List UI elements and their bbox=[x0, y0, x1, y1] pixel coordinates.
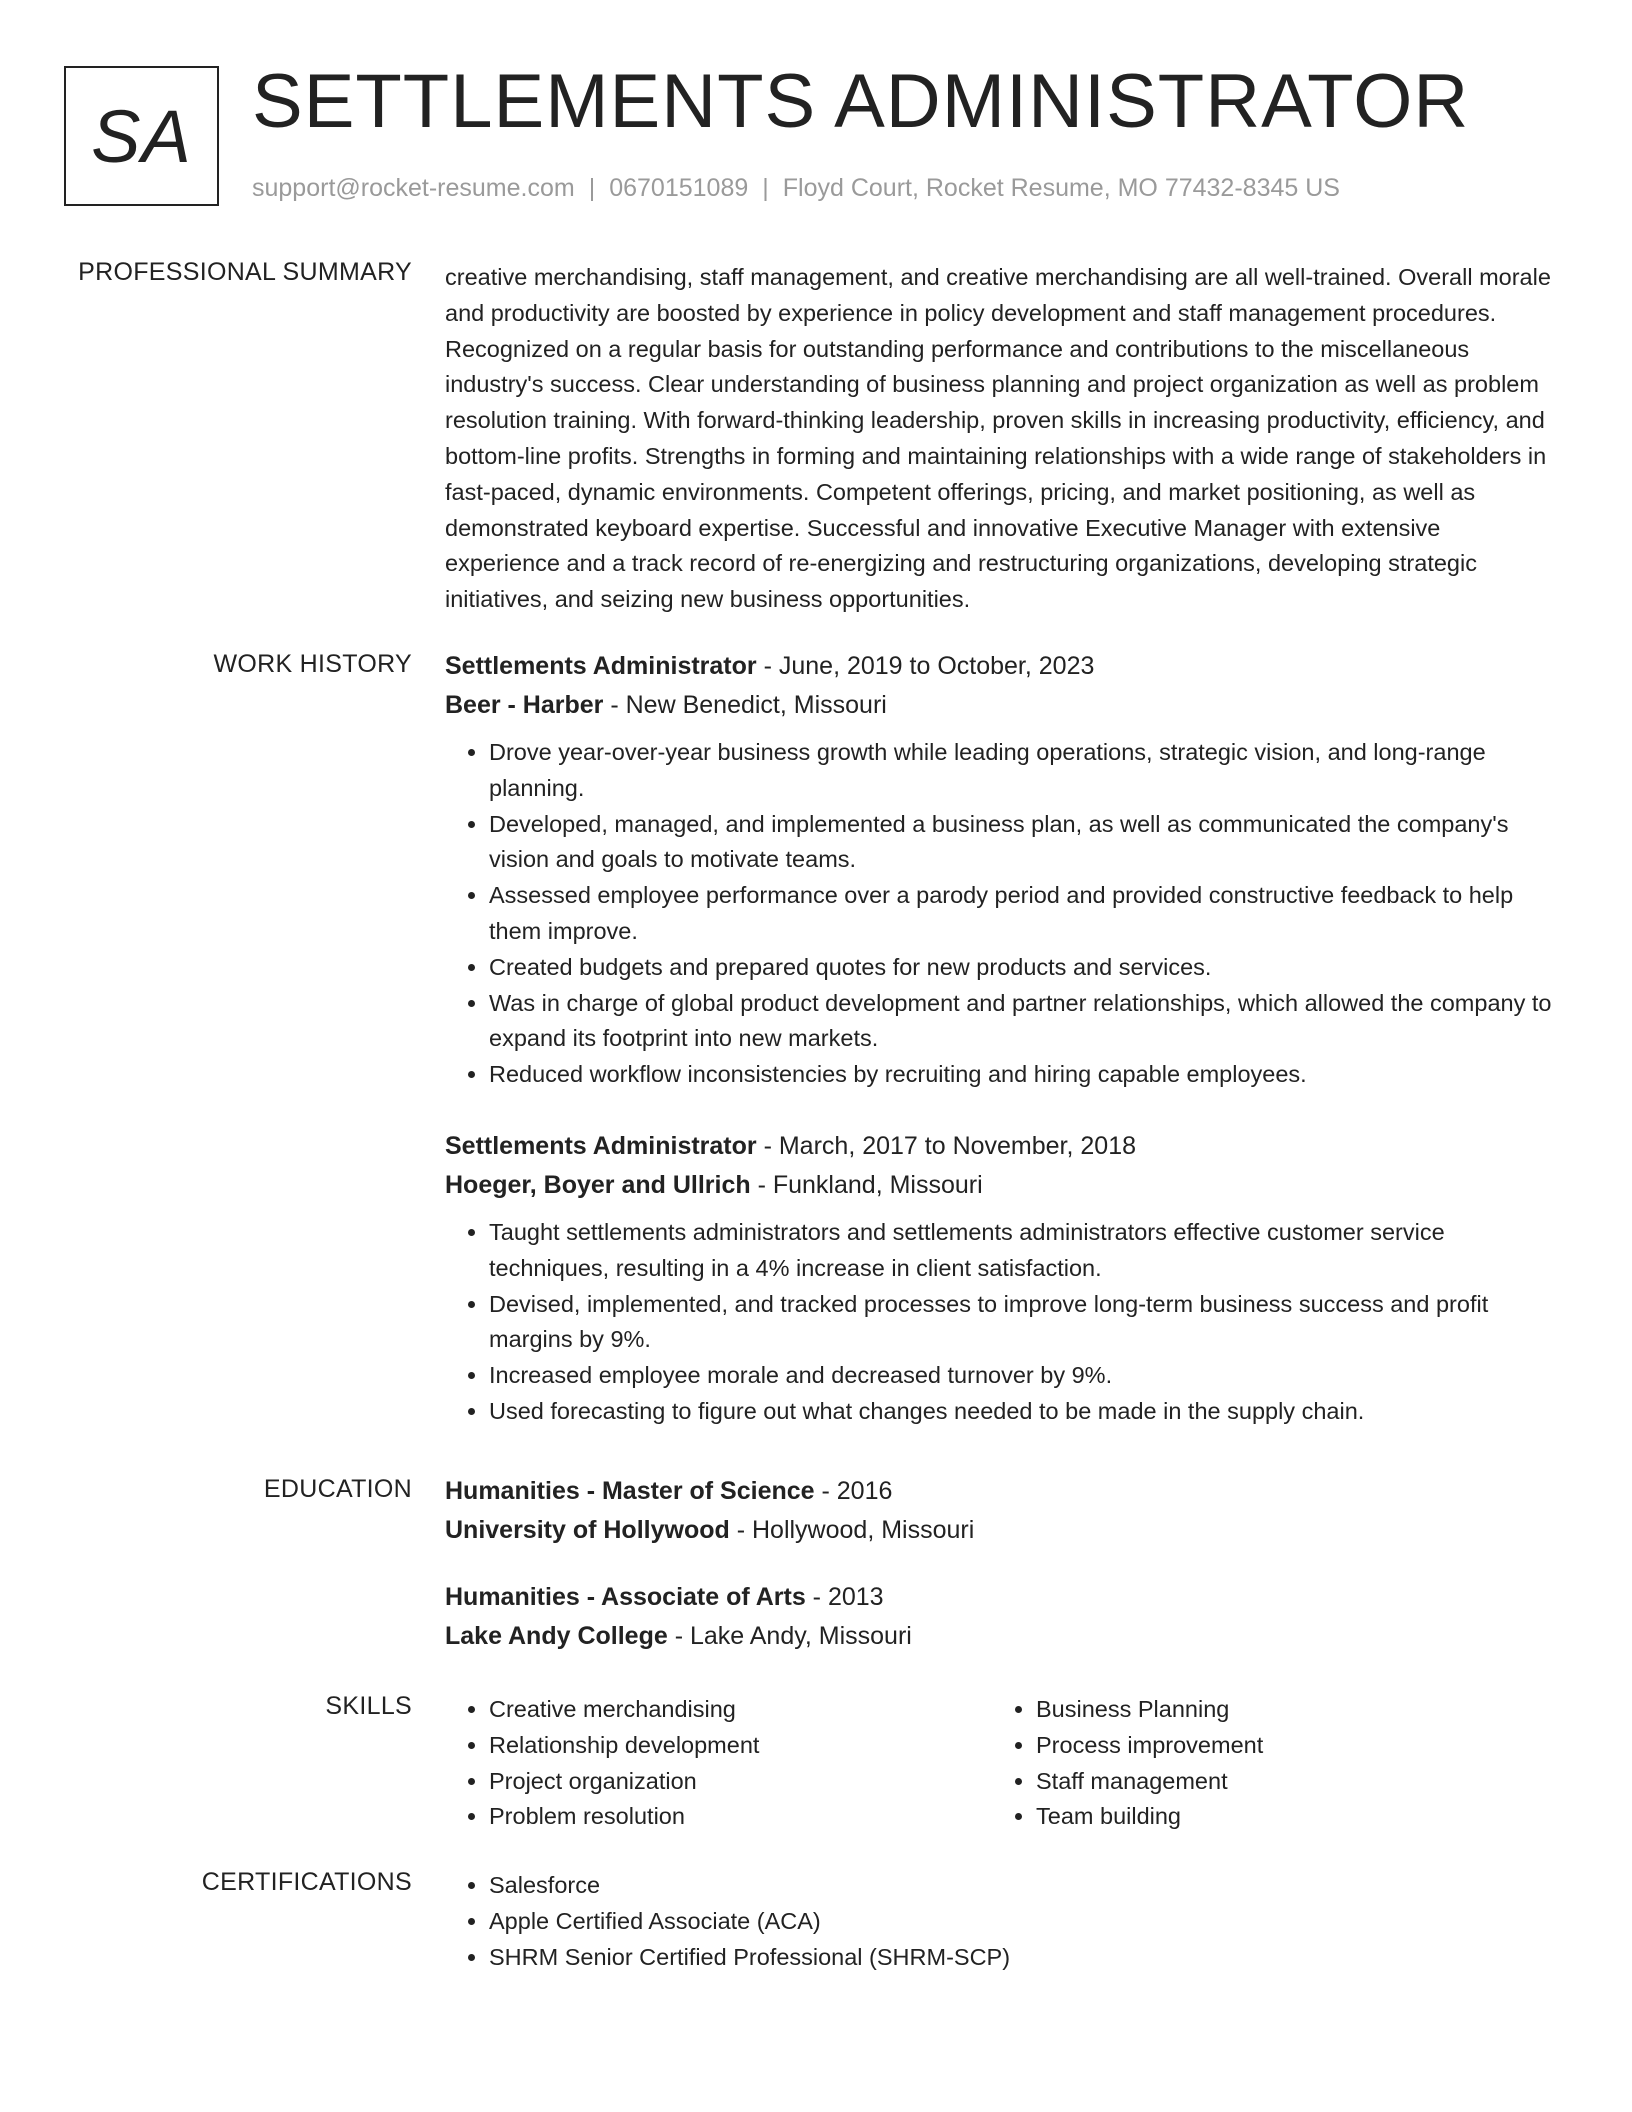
job-title: Settlements Administrator bbox=[445, 652, 757, 680]
education-entry bbox=[445, 1472, 1560, 1550]
education-year: - 2013 bbox=[805, 1583, 884, 1611]
summary-text: creative merchandising, staff management, and creative merchandising are all well-trained. Overall morale and productivity are boosted by experience in policy development and staff management procedures. Recognized on a regular basis for outstanding performance and contributions to the miscellaneous industry's success. Clear understanding of business planning and project organization as well as problem resolution training. With forward-thinking leadership, proven skills in increasing productivity, efficiency, and bottom-line profits. Strengths in forming and maintaining relationships with a wide range of stakeholders in fast-paced, dynamic environments. Competent offerings, pricing, and market positioning, as well as demonstrated keyboard expertise. Successful and innovative Executive Manager with extensive experience and a track record of re-energizing and restructuring organizations, developing strategic initiatives, and seizing new business opportunities. bbox=[445, 264, 1551, 613]
contact-line bbox=[252, 174, 1340, 203]
job-company-line bbox=[445, 686, 1560, 725]
job-company-line bbox=[445, 1166, 1560, 1205]
skill-item: • Project organization bbox=[489, 1764, 992, 1800]
certification-list bbox=[445, 1868, 1560, 1975]
job-company: Hoeger, Boyer and Ullrich bbox=[445, 1170, 751, 1199]
job-bullet: • Reduced workflow inconsistencies by recruiting and hiring capable employees. bbox=[489, 1057, 1560, 1093]
job-bullet: • Developed, managed, and implemented a business plan, as well as communicated the company's vision and goals to motivate teams. bbox=[489, 807, 1560, 879]
job-bullet: • Increased employee morale and decreased turnover by 9%. bbox=[489, 1358, 1560, 1394]
education-location: - Lake Andy, Missouri bbox=[667, 1622, 912, 1650]
job-location: - Funkland, Missouri bbox=[750, 1170, 983, 1199]
skill-item: • Problem resolution bbox=[489, 1799, 992, 1835]
resume-title: SETTLEMENTS ADMINISTRATOR bbox=[252, 59, 1470, 144]
job-bullet: • Assessed employee performance over a parody period and provided constructive feedback to help them improve. bbox=[489, 878, 1560, 950]
monogram-logo: SA bbox=[64, 66, 219, 206]
job-bullet: • Used forecasting to figure out what changes needed to be made in the supply chain. bbox=[489, 1394, 1560, 1430]
contact-separator: | bbox=[588, 174, 596, 202]
job-title-line bbox=[445, 647, 1560, 686]
job-bullet: • Created budgets and prepared quotes for new products and services. bbox=[489, 950, 1560, 986]
skill-item: • Relationship development bbox=[489, 1728, 992, 1764]
contact-separator: | bbox=[762, 174, 769, 202]
skill-item: • Process improvement bbox=[1036, 1728, 1539, 1764]
job-entry bbox=[445, 647, 1560, 1093]
certification-item: • Salesforce bbox=[489, 1868, 1560, 1904]
education-degree: Humanities - Associate of Arts bbox=[445, 1583, 806, 1611]
job-bullet: • Taught settlements administrators and settlements administrators effective customer service techniques, resulting in a 4% increase in client satisfaction. bbox=[489, 1215, 1560, 1287]
job-entry bbox=[445, 1127, 1560, 1430]
education-school: University of Hollywood bbox=[445, 1516, 730, 1544]
education-degree-line bbox=[445, 1578, 1560, 1617]
job-bullet: • Drove year-over-year business growth while leading operations, strategic vision, and long-range planning. bbox=[489, 735, 1560, 807]
contact-address: Floyd Court, Rocket Resume, MO 77432-8345 US bbox=[782, 174, 1340, 202]
section-label-skills: SKILLS bbox=[325, 1692, 412, 1720]
education-school: Lake Andy College bbox=[445, 1622, 668, 1650]
skill-item: • Business Planning bbox=[1036, 1692, 1539, 1728]
education-school-line bbox=[445, 1511, 1560, 1550]
contact-phone[interactable]: 0670151089 bbox=[609, 174, 749, 202]
education-location: - Hollywood, Missouri bbox=[729, 1516, 975, 1544]
education-entry bbox=[445, 1578, 1560, 1656]
section-label-summary: PROFESSIONAL SUMMARY bbox=[78, 258, 412, 286]
skills-column-left bbox=[445, 1692, 992, 1835]
section-label-certifications: CERTIFICATIONS bbox=[201, 1868, 412, 1896]
contact-email[interactable]: support@rocket-resume.com bbox=[252, 174, 575, 202]
job-dates: - June, 2019 to October, 2023 bbox=[756, 652, 1095, 680]
education-year: - 2016 bbox=[814, 1477, 893, 1505]
education-degree-line bbox=[445, 1472, 1560, 1511]
skills-grid bbox=[445, 1692, 1560, 1835]
certification-item: • SHRM Senior Certified Professional (SHRM-SCP) bbox=[489, 1940, 1560, 1976]
certification-item: • Apple Certified Associate (ACA) bbox=[489, 1904, 1560, 1940]
job-title: Settlements Administrator bbox=[445, 1131, 757, 1160]
job-company: Beer - Harber bbox=[445, 691, 604, 719]
section-label-education: EDUCATION bbox=[263, 1475, 412, 1503]
section-label-work: WORK HISTORY bbox=[213, 650, 412, 678]
job-bullets bbox=[445, 1215, 1560, 1430]
job-bullet: • Devised, implemented, and tracked processes to improve long-term business success and profit margins by 9%. bbox=[489, 1287, 1560, 1359]
job-location: - New Benedict, Missouri bbox=[603, 691, 887, 719]
education-degree: Humanities - Master of Science bbox=[445, 1477, 815, 1505]
skill-item: • Team building bbox=[1036, 1799, 1539, 1835]
job-title-line bbox=[445, 1127, 1560, 1166]
skills-column-right bbox=[992, 1692, 1539, 1835]
skill-item: • Creative merchandising bbox=[489, 1692, 992, 1728]
job-bullet: • Was in charge of global product development and partner relationships, which allowed the company to expand its footprint into new markets. bbox=[489, 986, 1560, 1058]
job-bullets bbox=[445, 735, 1560, 1093]
job-dates: - March, 2017 to November, 2018 bbox=[756, 1131, 1137, 1160]
education-school-line bbox=[445, 1617, 1560, 1656]
skill-item: • Staff management bbox=[1036, 1764, 1539, 1800]
